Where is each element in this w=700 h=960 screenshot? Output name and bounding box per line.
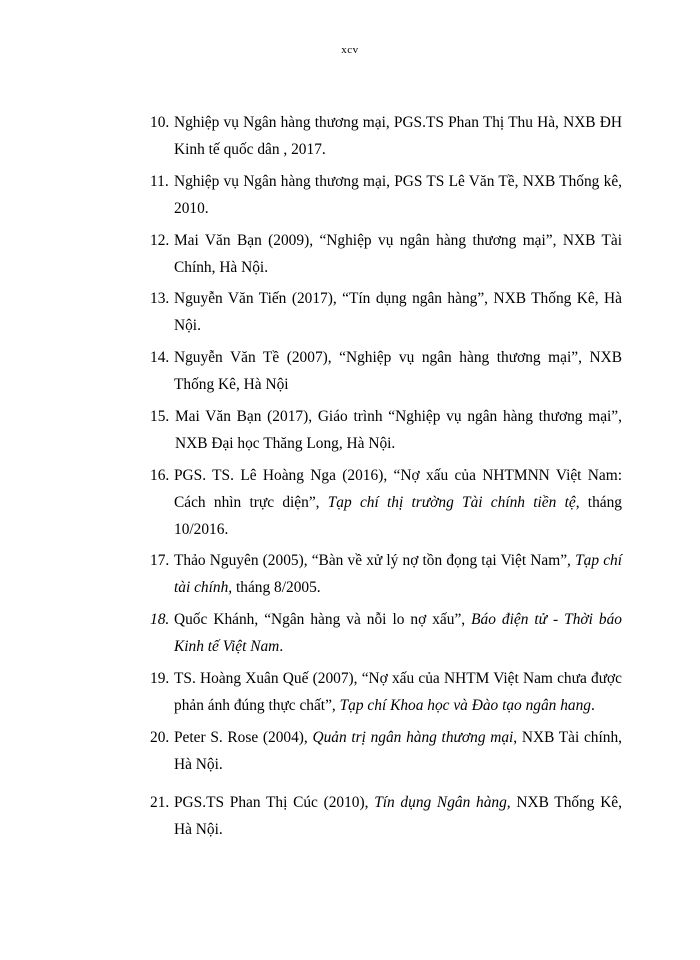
page-number: xcv [341, 44, 359, 56]
reference-text: TS. Hoàng Xuân Quế (2007), “Nợ xấu của NHTM Việt Nam chưa được phản ánh đúng thực chất”, Tạp chí Khoa học và Đào tạo ngân hang. [174, 670, 622, 714]
reference-number: 20. [150, 729, 170, 746]
reference-text: Mai Văn Bạn (2009), “Nghiệp vụ ngân hàng thương mại”, NXB Tài Chính, Hà Nội. [174, 232, 622, 276]
reference-number: 14. [150, 349, 170, 366]
reference-number: 15. [150, 408, 170, 425]
journal-title: Tạp chí tài chính, [174, 552, 622, 596]
reference-text: Nguyễn Văn Tiến (2017), “Tín dụng ngân hàng”, NXB Thống Kê, Hà Nội. [174, 290, 622, 334]
reference-item-15 [150, 403, 622, 457]
reference-item-13 [150, 285, 622, 339]
reference-text: Mai Văn Bạn (2017), Giáo trình “Nghiệp vụ ngân hàng thương mại”, NXB Đại học Thăng Long, Hà Nội. [175, 408, 622, 452]
reference-number: 12. [150, 232, 170, 249]
reference-item-16 [150, 462, 622, 543]
reference-text: PGS.TS Phan Thị Cúc (2010), Tín dụng Ngân hàng, NXB Thống Kê, Hà Nội. [174, 794, 622, 838]
reference-number: 11. [150, 173, 169, 190]
reference-list [150, 109, 622, 843]
reference-item-20 [150, 724, 622, 778]
journal-title: Tạp chí thị trường Tài chính tiền tệ [327, 494, 576, 511]
reference-text: Nguyễn Văn Tề (2007), “Nghiệp vụ ngân hàng thương mại”, NXB Thống Kê, Hà Nội [174, 349, 622, 393]
reference-item-18 [150, 606, 622, 660]
reference-item-21 [150, 789, 622, 843]
reference-item-12 [150, 227, 622, 281]
reference-number: 19. [150, 670, 170, 687]
reference-number: 10. [150, 114, 170, 131]
reference-text: Quốc Khánh, “Ngân hàng và nỗi lo nợ xấu”, Báo điện tử - Thời báo Kinh tế Việt Nam. [174, 611, 622, 655]
book-title: Quản trị ngân hàng thương mại [312, 729, 514, 746]
reference-item-14 [150, 344, 622, 398]
reference-text: PGS. TS. Lê Hoàng Nga (2016), “Nợ xấu của NHTMNN Việt Nam: Cách nhìn trực diện”, Tạp chí thị trường Tài chính tiền tệ, tháng 10/2016. [174, 467, 622, 538]
reference-text: Nghiệp vụ Ngân hàng thương mại, PGS TS Lê Văn Tề, NXB Thống kê, 2010. [174, 173, 622, 217]
reference-item-19 [150, 665, 622, 719]
journal-title: Báo điện tử - Thời báo Kinh tế Việt Nam [174, 611, 622, 655]
reference-number: 17. [150, 552, 170, 569]
reference-number: 21. [150, 794, 170, 811]
reference-text: Peter S. Rose (2004), Quản trị ngân hàng thương mại, NXB Tài chính, Hà Nội. [174, 729, 622, 773]
reference-number: 16. [150, 467, 170, 484]
book-title: Tín dụng Ngân hàng, [374, 794, 511, 811]
reference-item-10 [150, 109, 622, 163]
reference-item-11 [150, 168, 622, 222]
reference-text: Nghiệp vụ Ngân hàng thương mại, PGS.TS Phan Thị Thu Hà, NXB ĐH Kinh tế quốc dân , 2017. [174, 114, 622, 158]
reference-number: 13. [150, 290, 170, 307]
reference-item-17 [150, 547, 622, 601]
reference-number: 18. [150, 611, 170, 628]
journal-title: Tạp chí Khoa học và Đào tạo ngân hang [339, 697, 591, 714]
reference-text: Thảo Nguyên (2005), “Bàn về xử lý nợ tồn đọng tại Việt Nam”, Tạp chí tài chính, tháng 8/2005. [174, 552, 622, 596]
